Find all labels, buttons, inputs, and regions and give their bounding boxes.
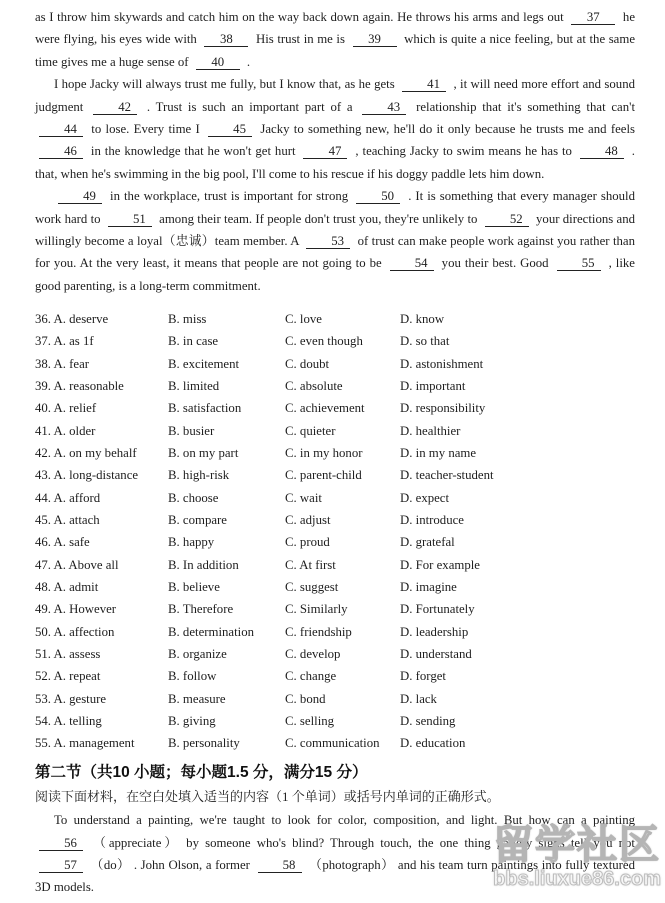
option-cell: 44. A. afford xyxy=(35,490,101,505)
option-cell: 54. A. telling xyxy=(35,714,102,729)
blank-56: 56 xyxy=(39,837,83,851)
option-row xyxy=(35,398,635,420)
option-cell: C. wait xyxy=(285,490,322,505)
option-row xyxy=(35,375,635,397)
blank-52: 52 xyxy=(485,213,529,227)
option-row xyxy=(35,532,635,554)
passage-text: His trust in me is xyxy=(252,32,349,47)
blank-40: 40 xyxy=(196,56,240,70)
passage-paragraph xyxy=(35,73,635,185)
passage-text: （do） . John Olson, a former xyxy=(87,857,254,872)
passage-text: I hope Jacky will always trust me fully, but I know that, as he gets xyxy=(54,77,399,92)
option-cell: B. In addition xyxy=(168,557,239,572)
blank-57: 57 xyxy=(39,859,83,873)
option-cell: B. miss xyxy=(168,311,207,326)
option-cell: 42. A. on my behalf xyxy=(35,446,137,461)
option-cell: 38. A. fear xyxy=(35,356,90,371)
blank-50: 50 xyxy=(356,190,400,204)
option-cell: 43. A. long-distance xyxy=(35,468,139,483)
option-cell: C. quieter xyxy=(285,423,336,438)
watermark-title: 留学社区 xyxy=(493,823,661,867)
option-cell: C. doubt xyxy=(285,356,330,371)
option-row xyxy=(35,576,635,598)
option-cell: D. so that xyxy=(400,334,450,349)
blank-41: 41 xyxy=(402,78,446,92)
passage-text: （photograph） and his team turn paintings into fully textured 3D models. xyxy=(35,857,635,895)
option-row xyxy=(35,688,635,710)
passage-text: , like good parenting, is a long-term commitment. xyxy=(35,256,635,293)
passage-paragraph xyxy=(35,6,635,73)
option-cell: C. selling xyxy=(285,714,335,729)
option-cell: B. giving xyxy=(168,714,216,729)
option-cell: D. For example xyxy=(400,557,480,572)
passage-paragraph xyxy=(35,809,635,899)
option-cell: D. introduce xyxy=(400,513,464,528)
option-row xyxy=(35,465,635,487)
option-cell: 53. A. gesture xyxy=(35,691,107,706)
option-cell: C. communication xyxy=(285,736,380,751)
option-cell: C. in my honor xyxy=(285,446,363,461)
passage-text: relationship that it's something that can't xyxy=(410,99,636,114)
blank-37: 37 xyxy=(571,11,615,25)
options-table xyxy=(35,308,635,755)
passage-text: of trust can make people work against you rather than for you. At the very least, it means that people are not going to be xyxy=(35,234,635,271)
passage-paragraph xyxy=(35,185,635,297)
option-cell: C. absolute xyxy=(285,378,343,393)
option-row xyxy=(35,487,635,509)
passage-text: in the knowledge that he won't get hurt xyxy=(87,144,300,159)
option-cell: 48. A. admit xyxy=(35,580,99,595)
blank-55: 55 xyxy=(557,257,601,271)
blank-51: 51 xyxy=(108,213,152,227)
option-cell: B. choose xyxy=(168,490,219,505)
option-cell: D. leadership xyxy=(400,624,469,639)
option-cell: 46. A. safe xyxy=(35,535,90,550)
option-row xyxy=(35,353,635,375)
option-cell: D. important xyxy=(400,378,466,393)
option-cell: C. love xyxy=(285,311,322,326)
blank-39: 39 xyxy=(353,33,397,47)
option-cell: D. understand xyxy=(400,647,472,662)
option-cell: B. compare xyxy=(168,513,227,528)
option-cell: 37. A. as 1f xyxy=(35,334,94,349)
option-cell: D. expect xyxy=(400,490,450,505)
option-cell: D. teacher-student xyxy=(400,468,494,483)
option-cell: B. busier xyxy=(168,423,215,438)
blank-49: 49 xyxy=(58,190,102,204)
blank-46: 46 xyxy=(39,145,83,159)
option-cell: B. in case xyxy=(168,334,219,349)
option-cell: 45. A. attach xyxy=(35,513,100,528)
blank-45: 45 xyxy=(208,123,252,137)
option-cell: D. in my name xyxy=(400,446,477,461)
option-cell: D. know xyxy=(400,311,445,326)
option-row xyxy=(35,308,635,330)
option-cell: D. healthier xyxy=(400,423,461,438)
option-cell: B. high-risk xyxy=(168,468,230,483)
watermark-url: bbs.liuxue86.com xyxy=(493,868,661,890)
option-cell: D. education xyxy=(400,736,466,751)
blank-48: 48 xyxy=(580,145,624,159)
option-cell: C. develop xyxy=(285,647,341,662)
option-cell: C. adjust xyxy=(285,513,331,528)
blank-44: 44 xyxy=(39,123,83,137)
option-row xyxy=(35,621,635,643)
option-cell: 41. A. older xyxy=(35,423,96,438)
option-cell: B. limited xyxy=(168,378,220,393)
section2-instruction: 阅读下面材料，在空白处填入适当的内容（1 个单词）或括号内单词的正确形式。 xyxy=(35,789,500,805)
option-row xyxy=(35,554,635,576)
blank-43: 43 xyxy=(362,101,406,115)
option-cell: D. lack xyxy=(400,691,437,706)
option-cell: B. personality xyxy=(168,736,240,751)
option-cell: 47. A. Above all xyxy=(35,557,119,572)
option-row xyxy=(35,509,635,531)
option-cell: 55. A. management xyxy=(35,736,135,751)
passage-text: he were flying, his eyes wide with xyxy=(35,10,635,47)
passage-text: To understand a painting, we're taught to look for color, composition, and light. But how can a painting xyxy=(54,813,635,828)
option-cell: C. achievement xyxy=(285,401,365,416)
option-cell: D. astonishment xyxy=(400,356,484,371)
option-cell: C. even though xyxy=(285,334,363,349)
passage-text: Jacky to something new, he'll do it only because he trusts me and feels xyxy=(256,122,635,137)
passage-text: , teaching Jacky to swim means he has to xyxy=(351,144,576,159)
option-row xyxy=(35,420,635,442)
option-cell: B. believe xyxy=(168,580,220,595)
blank-58: 58 xyxy=(258,859,302,873)
option-cell: B. measure xyxy=(168,691,226,706)
option-row xyxy=(35,733,635,755)
blank-38: 38 xyxy=(204,33,248,47)
option-row xyxy=(35,666,635,688)
option-cell: D. imagine xyxy=(400,580,457,595)
option-cell: 40. A. relief xyxy=(35,401,97,416)
option-cell: D. gratefal xyxy=(400,535,455,550)
blank-42: 42 xyxy=(93,101,137,115)
option-cell: B. on my part xyxy=(168,446,239,461)
option-cell: 52. A. repeat xyxy=(35,669,101,684)
passage-text: your directions and willingly become a loyal（忠诚）team member. A xyxy=(35,211,636,249)
passage-text: among their team. If people don't trust you, they're unlikely to xyxy=(155,211,481,226)
option-cell: B. follow xyxy=(168,669,217,684)
option-cell: 51. A. assess xyxy=(35,647,101,662)
option-cell: 39. A. reasonable xyxy=(35,378,124,393)
option-row xyxy=(35,442,635,464)
option-cell: C. bond xyxy=(285,691,326,706)
option-cell: 36. A. deserve xyxy=(35,311,109,326)
passage-text: . xyxy=(243,54,251,69)
passage-text: which is quite a nice feeling, but at the same time gives me a huge sense of xyxy=(35,32,635,69)
passage-text: to lose. Every time I xyxy=(87,122,205,137)
option-cell: C. suggest xyxy=(285,580,339,595)
blank-53: 53 xyxy=(306,235,350,249)
option-cell: C. friendship xyxy=(285,624,352,639)
option-cell: B. satisfaction xyxy=(168,401,242,416)
section2-passage xyxy=(35,809,635,899)
passage-text: you their best. Good xyxy=(437,256,553,271)
passage-text: . It is something that every manager should work hard to xyxy=(35,189,635,226)
cloze-passage xyxy=(35,6,635,297)
option-cell: C. proud xyxy=(285,535,330,550)
option-cell: 49. A. However xyxy=(35,602,117,617)
option-cell: D. sending xyxy=(400,714,456,729)
option-cell: D. Fortunately xyxy=(400,602,475,617)
option-cell: C. parent-child xyxy=(285,468,362,483)
option-cell: D. forget xyxy=(400,669,446,684)
passage-text: . Trust is such an important part of a xyxy=(141,99,359,114)
passage-text: （appreciate） by someone who's blind? Through touch, the one thing gallery signs tell you not xyxy=(87,835,635,850)
passage-text: in the workplace, trust is important for strong xyxy=(106,189,353,204)
section2-heading: 第二节（共10 小题；每小题1.5 分，满分15 分） xyxy=(35,764,368,782)
option-cell: C. Similarly xyxy=(285,602,348,617)
option-cell: 50. A. affection xyxy=(35,624,115,639)
option-row xyxy=(35,331,635,353)
option-cell: B. Therefore xyxy=(168,602,234,617)
passage-text: as I throw him skywards and catch him on the way back down again. He throws his arms and legs out xyxy=(35,10,568,24)
passage-text: . that, when he's swimming in the big pool, I'll come to his rescue if his doggy paddle lets him down. xyxy=(35,144,635,181)
option-cell: B. excitement xyxy=(168,356,240,371)
option-row xyxy=(35,710,635,732)
option-cell: B. happy xyxy=(168,535,215,550)
passage-text: , it will need more effort and sound judgment xyxy=(35,77,635,114)
option-cell: D. responsibility xyxy=(400,401,486,416)
blank-54: 54 xyxy=(390,257,434,271)
option-cell: B. organize xyxy=(168,647,227,662)
option-row xyxy=(35,599,635,621)
blank-47: 47 xyxy=(303,145,347,159)
option-cell: C. change xyxy=(285,669,337,684)
option-cell: C. At first xyxy=(285,557,336,572)
option-cell: B. determination xyxy=(168,624,255,639)
option-row xyxy=(35,643,635,665)
